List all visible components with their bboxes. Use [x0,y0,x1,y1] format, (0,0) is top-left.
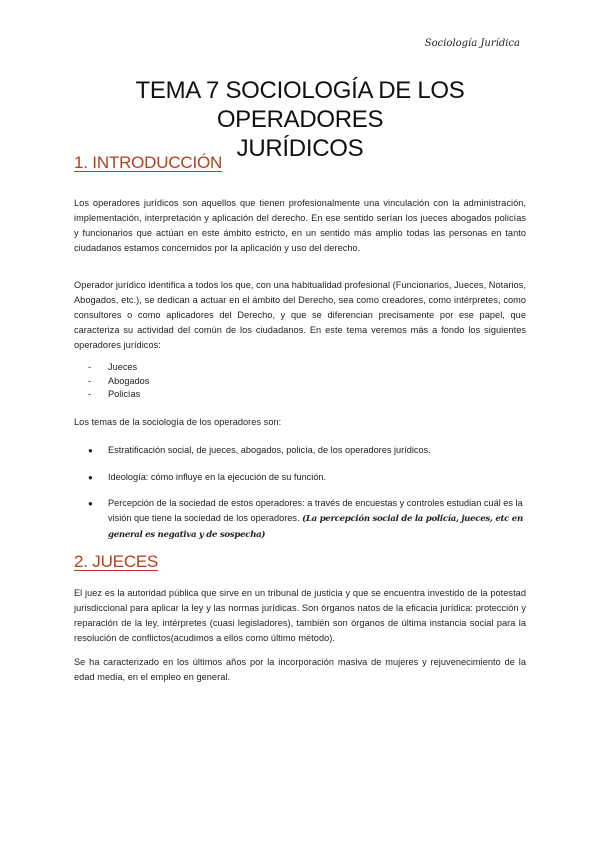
intro-paragraph-3: Los temas de la sociología de los operadores son: [74,417,282,427]
jueces-paragraph-2: Se ha caracterizado en los últimos años por la incorporación masiva de mujeres y rejuvenecimiento de la edad media, en el empleo en general. [74,657,526,682]
bullet-icon: ● [88,446,93,455]
jueces-paragraph-1: El juez es la autoridad pública que sirve en un tribunal de justicia y que se encuentra investido de la potestad jurisdiccional para aplicar la ley y las normas jurídicas. Son órganos natos de la eficacia jurídica: protección y reparación de la ley, intérpretes (cuasi legisladores), también son órganos de última instancia social para la resolución de conflictos(acudimos a ellos como último método). [74,588,526,643]
list-item: - Abogados [88,375,149,389]
operators-list [88,361,149,402]
list-item: - Jueces [88,361,149,375]
emphasis-note: (La percepción social de la policía, jueces, etc en general es negativa y de sospecha) [108,514,523,540]
bullet-icon: ● [88,499,93,508]
list-item: ● Ideología: cómo influye en la ejecución de su función. [88,470,528,485]
running-header: Sociología Jurídica [424,38,520,49]
intro-paragraph-2: Operador jurídico identifica a todos los que, con una habitualidad profesional (Funcionarios, Jueces, Notarios, Abogados, etc.), se dedican a actuar en el ámbito del Derecho, sea como creadores, como intérpretes, como consultores o como aplicadores del Derecho, y que se diferencian precisamente por ese papel, que caracteriza su actividad del común de los ciudadanos. En este tema veremos más a fondo los siguientes operadores jurídicos: [74,280,526,350]
title-line-1: TEMA 7 SOCIOLOGÍA DE LOS OPERADORES [135,77,465,133]
title-line-2: JURÍDICOS [236,135,364,162]
dash-marker: - [88,389,92,399]
section-heading-introduccion: 1. INTRODUCCIÓN [74,153,223,172]
list-item: ● Estratificación social, de jueces, abogados, policía, de los operadores jurídicos. [88,443,528,458]
dash-marker: - [88,362,92,372]
dash-marker: - [88,375,92,386]
page-title [60,76,540,163]
bullet-icon: ● [88,473,93,482]
list-item: - Policías [88,388,149,402]
section-heading-jueces: 2. JUECES [74,552,159,571]
intro-paragraph-1: Los operadores jurídicos son aquellos que tienen profesionalmente una vinculación con la administración, implementación, interpretación y aplicación del derecho. En ese sentido serían los jueces abogados policías y funcionarios que actúan en este ámbito estricto, en un sentido más amplio todas las personas en tanto ciudadanos estamos concernidos por la aplicación y uso del derecho. [74,198,526,253]
list-item: ● Percepción de la sociedad de estos operadores: a través de encuestas y controles estudian cuál es la visión que tiene la sociedad de los operadores. (La percepción social de la policía, jueces, etc en general es negativa y de sospecha) [88,496,528,543]
